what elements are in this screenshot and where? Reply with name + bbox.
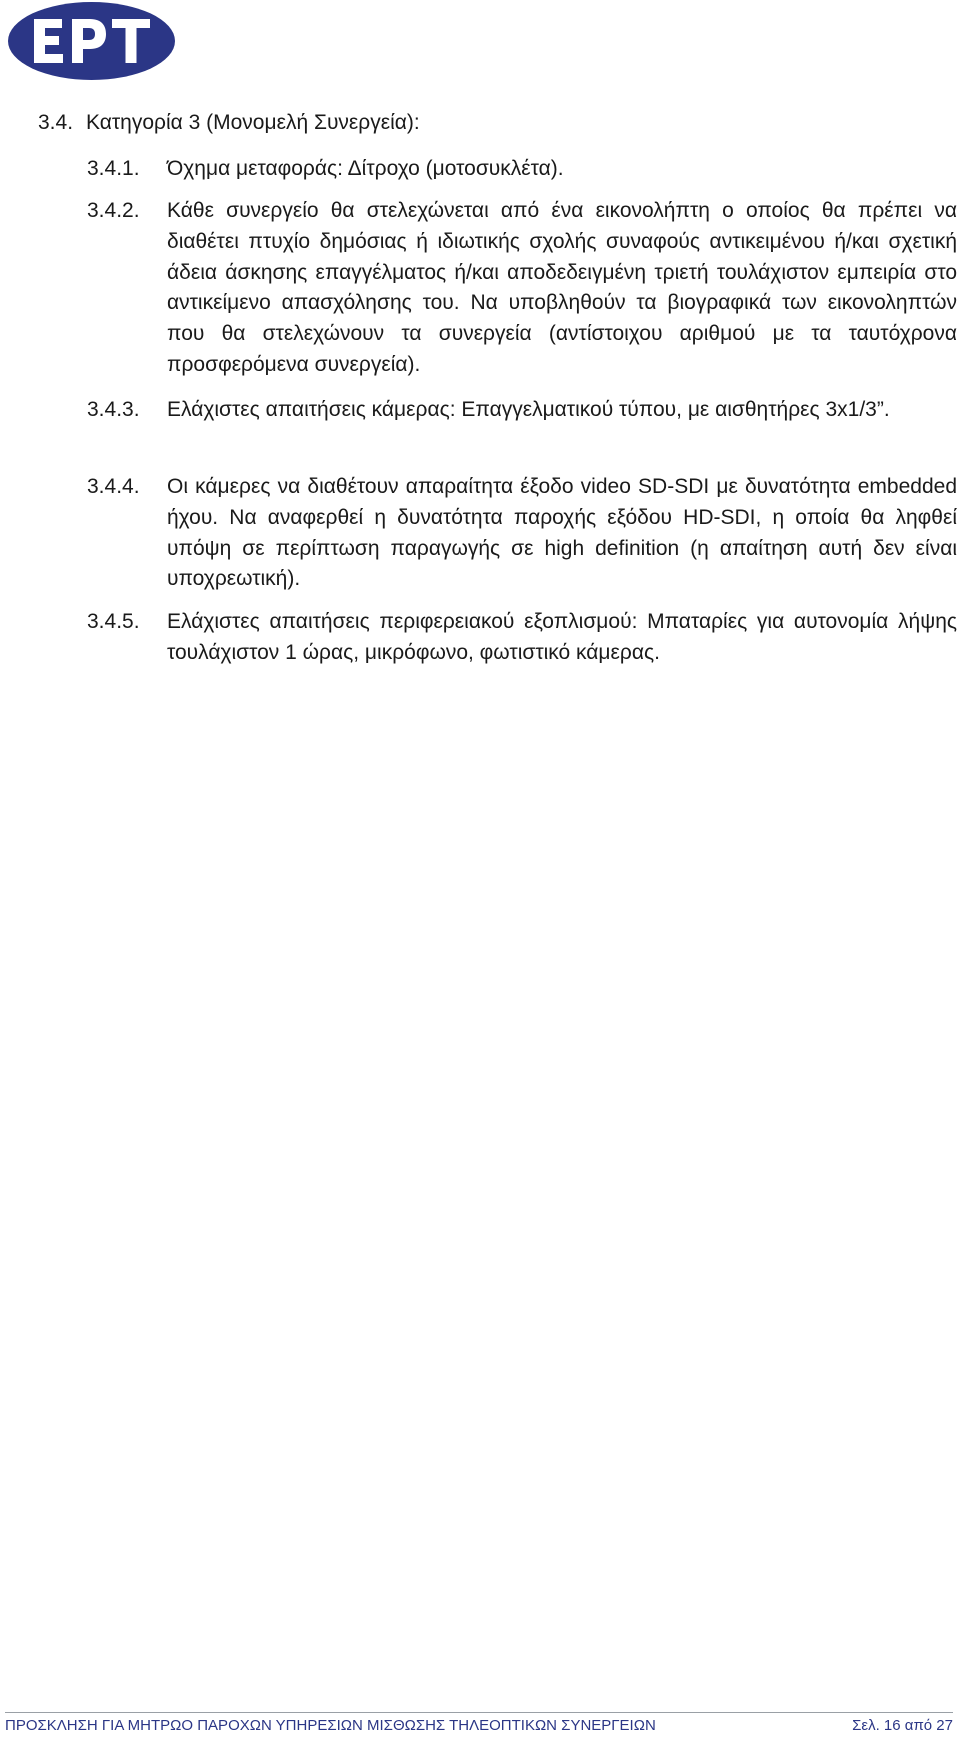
item-text: Κάθε συνεργείο θα στελεχώνεται από ένα εικονολήπτη ο οποίος θα πρέπει να διαθέτει πτυχίο δημόσιας ή ιδιωτικής σχολής συναφούς αντικειμένου ή/και σχετική άδεια άσκησης επαγγέλματος ή/και αποδεδειγμένη τριετή τουλάχιστον εμπειρία στο αντικείμενο απασχόλησης του. Να υποβληθούν τα βιογραφικά των εικονοληπτών που θα στελεχώνουν τα συνεργεία (αντίστοιχου αριθμού με τα ταυτόχρονα προσφερόμενα συνεργεία). [167,199,957,376]
section-heading [38,108,420,138]
list-item [87,196,957,381]
list-item [87,472,957,595]
item-text: Όχημα μεταφοράς: Δίτροχο (μοτοσυκλέτα). [167,157,564,180]
item-number: 3.4.1. [87,157,140,180]
footer-title: ΠΡΟΣΚΛΗΣΗ ΓΙΑ ΜΗΤΡΩΟ ΠΑΡΟΧΩΝ ΥΠΗΡΕΣΙΩΝ ΜΙΣΘΩΣΗΣ ΤΗΛΕΟΠΤΙΚΩΝ ΣΥΝΕΡΓΕΙΩΝ [5,1717,656,1734]
item-number: 3.4.4. [87,475,140,498]
page-number: Σελ. 16 από 27 [852,1717,953,1734]
section-title: Κατηγορία 3 (Μονομελή Συνεργεία): [86,111,420,134]
item-number: 3.4.3. [87,398,140,421]
ert-logo [8,2,175,80]
list-item [87,395,957,426]
item-text: Οι κάμερες να διαθέτουν απαραίτητα έξοδο video SD-SDI με δυνατότητα embedded ήχου. Να αναφερθεί η δυνατότητα παροχής εξόδου HD-SDI, η οποία θα ληφθεί υπόψη σε περίπτωση παραγωγής σε high definition (η απαίτηση αυτή δεν είναι υποχρεωτική). [167,475,957,591]
item-text: Ελάχιστες απαιτήσεις κάμερας: Επαγγελματικού τύπου, με αισθητήρες 3x1/3”. [167,398,890,421]
item-text: Ελάχιστες απαιτήσεις περιφερειακού εξοπλισμού: Μπαταρίες για αυτονομία λήψης τουλάχιστον 1 ώρας, μικρόφωνο, φωτιστικό κάμερας. [167,610,957,664]
page-footer [5,1712,953,1736]
item-number: 3.4.5. [87,610,140,633]
ert-logo-mark [32,17,152,65]
list-item [87,154,957,185]
item-number: 3.4.2. [87,199,140,222]
section-number: 3.4. [38,111,74,134]
list-item [87,607,957,669]
